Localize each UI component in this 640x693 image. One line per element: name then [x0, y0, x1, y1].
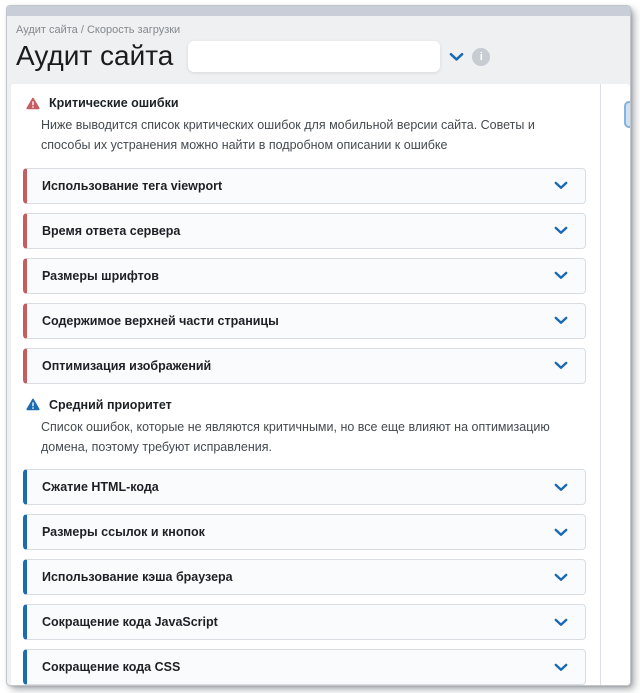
- accordion-server-response-time[interactable]: [23, 213, 586, 249]
- section-header: [26, 96, 586, 110]
- chevron-down-icon: [554, 483, 568, 492]
- page-title: Аудит сайта: [16, 40, 174, 72]
- accordion-label: Размеры шрифтов: [42, 268, 159, 283]
- accordion-viewport-tag[interactable]: [23, 168, 586, 204]
- errors-content: [11, 84, 601, 685]
- accordion-html-compression[interactable]: [23, 469, 586, 505]
- section-description: Ниже выводится список критических ошибок для мобильной версии сайта. Советы и способы их устранения можно найти в подробном описании к ошибке: [41, 118, 535, 153]
- project-select[interactable]: [188, 41, 440, 72]
- chevron-down-icon: [554, 361, 568, 370]
- accordion-above-the-fold-content[interactable]: [23, 303, 586, 339]
- scrollbar-track[interactable]: [601, 84, 630, 685]
- chevron-down-icon: [554, 528, 568, 537]
- accordion-label: Сжатие HTML-кода: [42, 480, 159, 494]
- accordion-label: Сокращение кода JavaScript: [42, 615, 218, 629]
- chevron-down-icon: [554, 316, 568, 325]
- section-critical-errors: [11, 96, 600, 384]
- browser-screenshot-frame: [7, 6, 630, 685]
- breadcrumb[interactable]: Аудит сайта / Скорость загрузки: [16, 24, 181, 36]
- warning-triangle-icon: [26, 97, 40, 110]
- window-top-strip: [7, 6, 630, 16]
- chevron-down-icon: [554, 573, 568, 582]
- accordion-label: Размеры ссылок и кнопок: [42, 525, 205, 539]
- content-panel: [11, 84, 630, 685]
- accordion-font-sizes[interactable]: [23, 258, 586, 294]
- section-description: Список ошибок, которые не являются критичными, но все еще влияют на оптимизацию домена, поэтому требуют исправления.: [41, 419, 550, 454]
- accordion-javascript-minification[interactable]: [23, 604, 586, 640]
- section-medium-priority: [11, 398, 600, 686]
- accordion-css-minification[interactable]: [23, 649, 586, 685]
- section-header: [26, 398, 586, 412]
- accordion-link-button-sizes[interactable]: [23, 514, 586, 550]
- accordion-label: Использование тега viewport: [42, 178, 223, 193]
- section-title: Критические ошибки: [49, 96, 179, 110]
- scrollbar-thumb[interactable]: [624, 101, 630, 128]
- accordion-label: Время ответа сервера: [42, 223, 181, 238]
- accordion-browser-cache[interactable]: [23, 559, 586, 595]
- page-header: [16, 41, 630, 72]
- accordion-label: Оптимизация изображений: [42, 358, 212, 373]
- accordion-label: Сокращение кода CSS: [42, 660, 181, 674]
- chevron-down-icon: [554, 663, 568, 672]
- select-chevron-down-icon[interactable]: [449, 52, 464, 62]
- accordion-label: Содержимое верхней части страницы: [42, 313, 279, 328]
- accordion-image-optimization[interactable]: [23, 348, 586, 384]
- warning-triangle-icon: [26, 398, 40, 411]
- accordion-label: Использование кэша браузера: [42, 570, 233, 584]
- chevron-down-icon: [554, 226, 568, 235]
- info-icon[interactable]: i: [472, 48, 490, 66]
- audit-page: [7, 16, 630, 685]
- chevron-down-icon: [554, 618, 568, 627]
- section-title: Средний приоритет: [49, 397, 172, 412]
- chevron-down-icon: [554, 181, 568, 190]
- chevron-down-icon: [554, 271, 568, 280]
